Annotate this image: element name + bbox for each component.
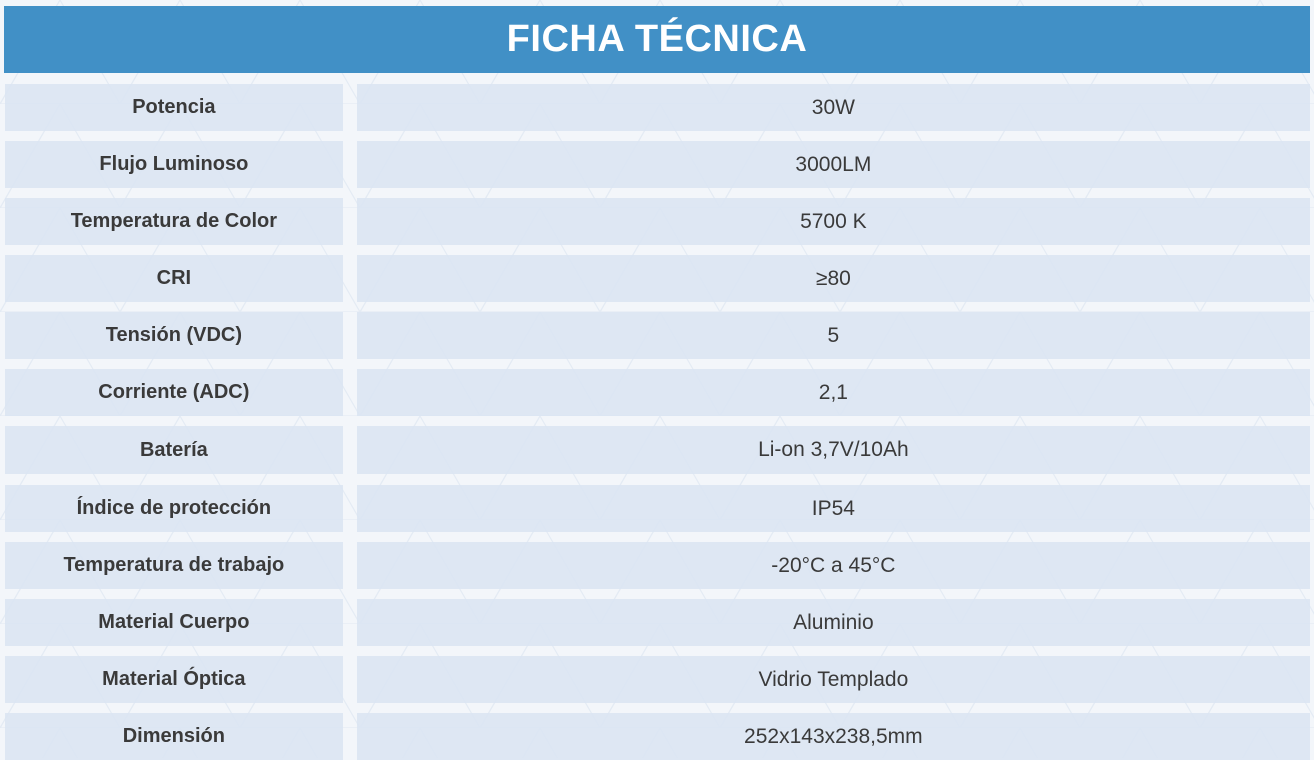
table-row (4, 426, 1310, 474)
spec-value: -20°C a 45°C (357, 542, 1310, 589)
table-row (4, 198, 1310, 245)
spec-label: Dimensión (5, 713, 343, 760)
spec-value: 5700 K (357, 198, 1310, 245)
spec-label: Potencia (5, 84, 343, 131)
spec-value: 5 (357, 312, 1310, 359)
spec-value: IP54 (357, 485, 1310, 532)
spec-label: Corriente (ADC) (5, 369, 343, 416)
spec-label: Índice de protección (5, 485, 343, 532)
spec-value: 2,1 (357, 369, 1310, 416)
spec-value: Li-on 3,7V/10Ah (357, 426, 1310, 474)
spec-value: Aluminio (357, 599, 1310, 646)
table-row (4, 84, 1310, 131)
spec-sheet (4, 6, 1310, 760)
table-row (4, 656, 1310, 703)
table-row (4, 713, 1310, 760)
spec-label: Temperatura de trabajo (5, 542, 343, 589)
table-row (4, 255, 1310, 302)
spec-label: Temperatura de Color (5, 198, 343, 245)
spec-label: CRI (5, 255, 343, 302)
table-row (4, 542, 1310, 589)
sheet-title: FICHA TÉCNICA (4, 6, 1310, 73)
table-row (4, 141, 1310, 188)
spec-value: 3000LM (357, 141, 1310, 188)
spec-label: Tensión (VDC) (5, 312, 343, 359)
spec-label: Material Cuerpo (5, 599, 343, 646)
spec-value: ≥80 (357, 255, 1310, 302)
spec-label: Batería (5, 426, 343, 474)
spec-value: 252x143x238,5mm (357, 713, 1310, 760)
table-row (4, 312, 1310, 359)
table-row (4, 485, 1310, 532)
spec-table (4, 84, 1310, 760)
table-row (4, 369, 1310, 416)
spec-label: Material Óptica (5, 656, 343, 703)
table-row (4, 599, 1310, 646)
spec-label: Flujo Luminoso (5, 141, 343, 188)
spec-value: Vidrio Templado (357, 656, 1310, 703)
spec-value: 30W (357, 84, 1310, 131)
